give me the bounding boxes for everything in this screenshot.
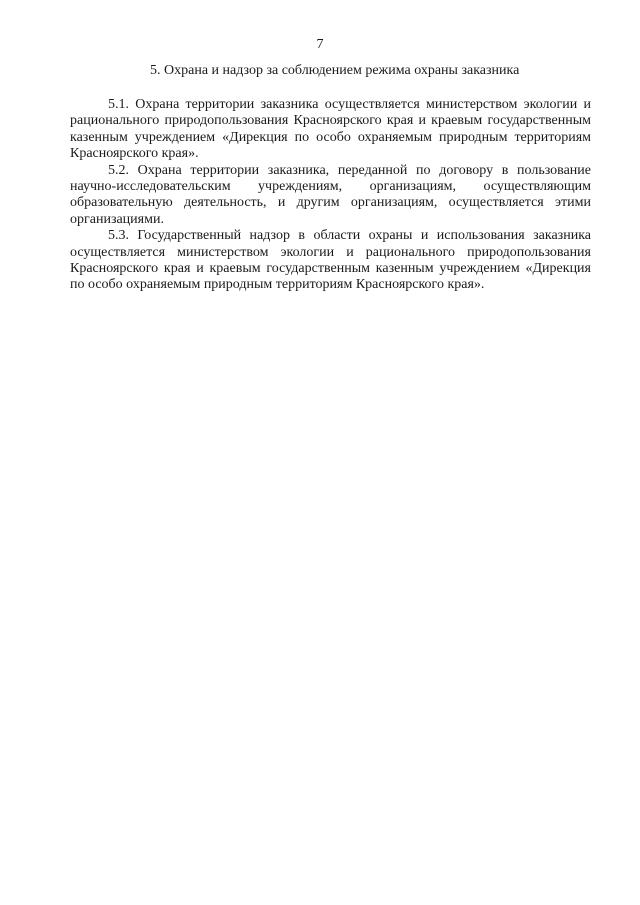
- section-title: 5. Охрана и надзор за соблюдением режима охраны заказника: [150, 63, 520, 78]
- paragraph-5-1: 5.1. Охрана территории заказника осуществляется министерством экологии и рационального природопользования Красноярского края и краевым государственным казенным учреждением «Дирекция по особо охраняемым природным территориям Красноярского края».: [70, 97, 591, 162]
- page-number: 7: [316, 37, 324, 52]
- paragraph-5-3: 5.3. Государственный надзор в области охраны и использования заказника осуществляется министерством экологии и рационального природопользования Красноярского края и краевым государственным казенным учреждением «Дирекция по особо охраняемым природным территориям Красноярского края».: [70, 228, 591, 293]
- paragraph-5-2: 5.2. Охрана территории заказника, переданной по договору в пользование научно-исследовательским учреждениям, организациям, осуществляющим образовательную деятельность, и другим организациям, осуществляется этими организациями.: [70, 162, 591, 227]
- section-body: [70, 97, 591, 294]
